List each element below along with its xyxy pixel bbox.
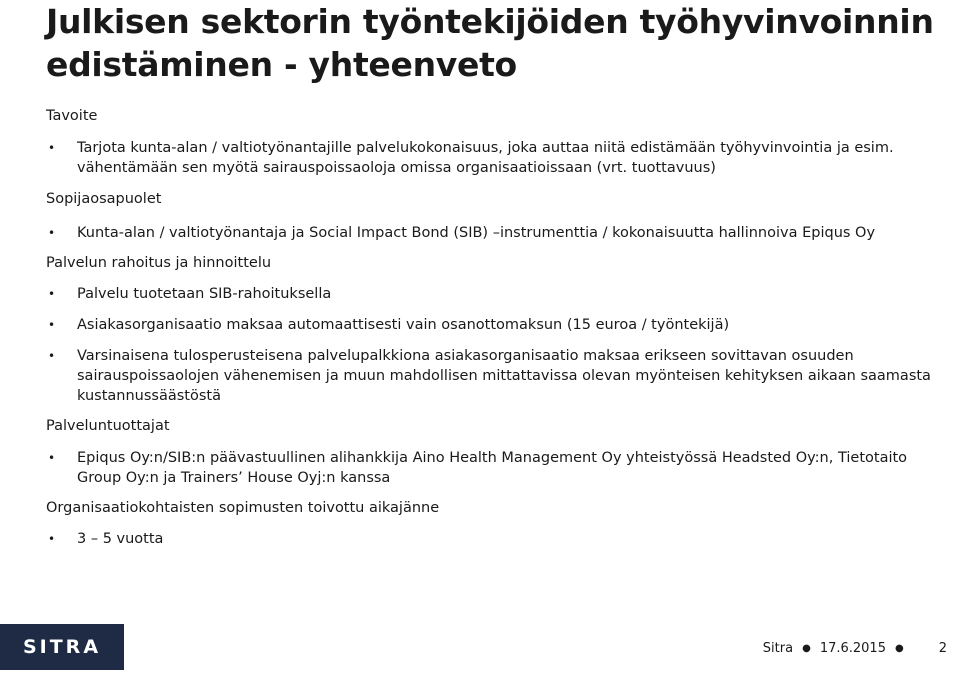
section-heading: Tavoite: [46, 108, 98, 124]
bullet-item: • Varsinaisena tulosperusteisena palvelupalkkiona asiakasorganisaatio maksaa erikseen sovittavan osuuden sairauspoissaolojen vähenemisen ja muun mahdollisen mittattavissa olevan myönteisen kehityksen aikaan saamasta kustannussäästöstä: [46, 346, 946, 406]
bullet-item: • Tarjota kunta-alan / valtiotyönantajille palvelukokonaisuus, joka auttaa niitä edistämään työhyvinvointia ja esim. vähentämään sen myötä sairauspoissaoloja omissa organisaatioissaan (vrt. tuottavuus): [46, 138, 946, 178]
page-title: Julkisen sektorin työntekijöiden työhyvinvoinnin edistäminen - yhteenveto: [46, 2, 934, 84]
sitra-logo: [0, 624, 124, 670]
separator-dot-icon: ●: [802, 643, 811, 654]
bullet-item: • Epiqus Oy:n/SIB:n päävastuullinen alihankkija Aino Health Management Oy yhteistyössä Headsted Oy:n, Tietotaito Group Oy:n ja Trainers’ House Oyj:n kanssa: [46, 448, 946, 488]
separator-dot-icon: ●: [894, 643, 904, 654]
bullet-item: • Asiakasorganisaatio maksaa automaattisesti vain osanottomaksun (15 euroa / työntekijä): [46, 315, 946, 335]
logo-text: SITRA: [22, 636, 102, 658]
content: [46, 106, 946, 549]
footer: [763, 640, 947, 658]
footer-org: Sitra: [762, 641, 794, 656]
section-heading: Palveluntuottajat: [46, 418, 170, 434]
page-number: 2: [938, 641, 947, 656]
bullet-item: • 3 – 5 vuotta: [46, 529, 946, 549]
section-heading: Organisaatiokohtaisten sopimusten toivottu aikajänne: [46, 500, 440, 516]
section-heading: Sopijaosapuolet: [46, 191, 162, 207]
section-heading: Palvelun rahoitus ja hinnoittelu: [46, 255, 272, 271]
bullet-item: • Palvelu tuotetaan SIB-rahoituksella: [46, 284, 946, 304]
footer-date: 17.6.2015: [819, 641, 886, 656]
bullet-item: • Kunta-alan / valtiotyönantaja ja Social Impact Bond (SIB) –instrumenttia / kokonaisuutta hallinnoiva Epiqus Oy: [46, 223, 946, 243]
